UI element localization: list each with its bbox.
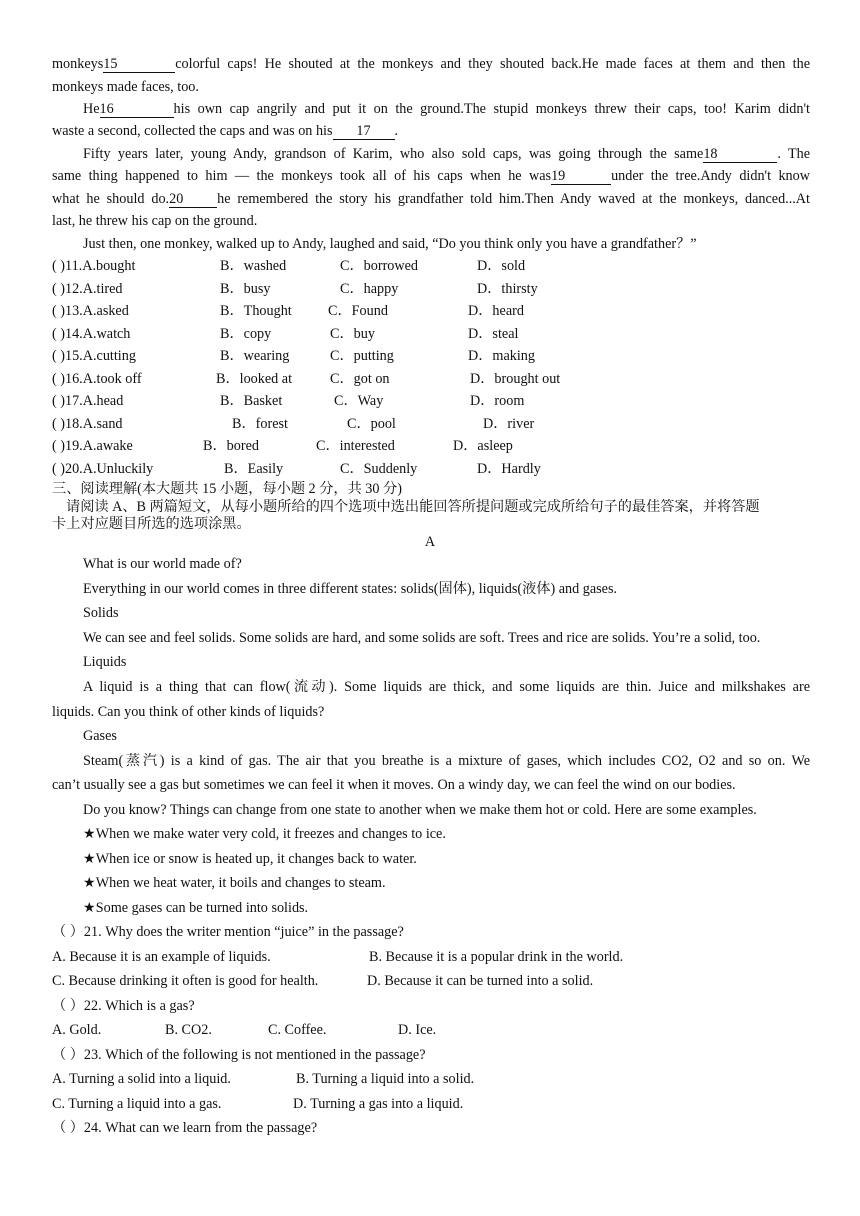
passage-line xyxy=(52,189,810,209)
option-d: D．room xyxy=(470,393,525,409)
option-d: D．making xyxy=(468,348,535,364)
section-instructions: 请阅读 A、B 两篇短文，从每小题所给的四个选项中选出能回答所提问题或完成所给句子的最佳答案，并将答题 xyxy=(66,499,760,515)
option-b: B．forest xyxy=(232,416,288,432)
answer-slot-18: ( )18.A.sand xyxy=(52,416,123,432)
passage-line: last, he threw his cap on the ground. xyxy=(52,213,258,229)
blank-16: 16 xyxy=(100,102,174,118)
option-d: D．heard xyxy=(468,303,524,319)
option-c: C．got on xyxy=(330,371,390,387)
option-d: D．brought out xyxy=(470,371,561,387)
passage-line: Just then, one monkey, walked up to Andy, laughed and said, “Do you think only you have a grandfather？” xyxy=(83,236,697,252)
passage-line xyxy=(52,54,810,74)
section-heading: 三、阅读理解(本大题共 15 小题，每小题 2 分，共 30 分) xyxy=(52,481,402,497)
option-c: C．Suddenly xyxy=(340,461,418,477)
passage-text: waste a second, collected the caps and was on his xyxy=(52,123,333,139)
option-d: D. Ice. xyxy=(398,1022,437,1038)
section-instructions-cont: 卡上对应题目所选的选项涂黑。 xyxy=(52,516,251,532)
passage-text: He xyxy=(83,101,100,117)
option-a: A. Gold. xyxy=(52,1022,102,1038)
answer-slot-12: ( )12.A.tired xyxy=(52,281,123,297)
passage-text: same thing happened to him — the monkeys took all of his caps when he was xyxy=(52,168,552,184)
blank-17: 17 xyxy=(333,124,395,140)
option-b: B．Easily xyxy=(224,461,284,477)
reading-paragraph: Steam(蒸汽) is a kind of gas. The air that you breathe is a mixture of gases, which includes CO2, O2 and so on. We xyxy=(83,753,810,769)
option-c: C．Found xyxy=(328,303,388,319)
question-22: （ ）22. Which is a gas? xyxy=(52,998,195,1014)
blank-15: 15 xyxy=(103,57,175,73)
passage-text: Fifty years later, young Andy, grandson of Karim, who also sold caps, was going through the same xyxy=(83,146,704,162)
answer-slot-14: ( )14.A.watch xyxy=(52,326,131,342)
example-item: ★When ice or snow is heated up, it changes back to water. xyxy=(83,851,417,867)
question-24: （ ）24. What can we learn from the passage? xyxy=(52,1120,318,1136)
option-b: B．Thought xyxy=(220,303,292,319)
passage-line: monkeys made faces, too. xyxy=(52,79,199,95)
passage-text: he remembered the story his grandfather told him.Then Andy waved at the monkeys, danced...At xyxy=(217,191,810,207)
option-d: D. Turning a gas into a liquid. xyxy=(293,1096,464,1112)
passage-text: his own cap angrily and put it on the ground.The stupid monkeys threw their caps, too! Karim didn't xyxy=(173,101,810,117)
option-b: B. CO2. xyxy=(165,1022,212,1038)
option-d: D. Because it can be turned into a solid. xyxy=(367,973,594,989)
option-d: D．Hardly xyxy=(477,461,541,477)
option-b: B．wearing xyxy=(220,348,290,364)
option-d: D．asleep xyxy=(453,438,513,454)
option-a: A. Turning a solid into a liquid. xyxy=(52,1071,231,1087)
option-c: C．putting xyxy=(330,348,394,364)
option-b: B. Turning a liquid into a solid. xyxy=(296,1071,475,1087)
passage-text: under the tree.Andy didn't know xyxy=(611,168,810,184)
reading-paragraph: We can see and feel solids. Some solids are hard, and some solids are soft. Trees and rice are solids. You’re a solid, too. xyxy=(83,630,761,646)
answer-slot-13: ( )13.A.asked xyxy=(52,303,129,319)
answer-slot-15: ( )15.A.cutting xyxy=(52,348,136,364)
question-21: （ ）21. Why does the writer mention “juice” in the passage? xyxy=(52,924,404,940)
passage-text: what he should do. xyxy=(52,191,170,207)
reading-subheading: Liquids xyxy=(83,654,127,670)
reading-subheading: Gases xyxy=(83,728,117,744)
option-c: C．borrowed xyxy=(340,258,419,274)
example-item: ★When we make water very cold, it freezes and changes to ice. xyxy=(83,826,446,842)
option-a: A. Because it is an example of liquids. xyxy=(52,949,271,965)
option-b: B．washed xyxy=(220,258,287,274)
passage-line xyxy=(83,144,810,164)
example-item: ★When we heat water, it boils and changes to steam. xyxy=(83,875,386,891)
passage-label: A xyxy=(424,534,436,550)
reading-paragraph-cont: liquids. Can you think of other kinds of liquids? xyxy=(52,704,325,720)
option-c: C．buy xyxy=(330,326,375,342)
answer-slot-17: ( )17.A.head xyxy=(52,393,124,409)
passage-text: colorful caps! He shouted at the monkeys and they shouted back.He made faces at them and then the xyxy=(175,56,810,72)
passage-line xyxy=(52,166,810,186)
answer-slot-19: ( )19.A.awake xyxy=(52,438,133,454)
blank-20: 20 xyxy=(169,192,217,208)
option-d: D．river xyxy=(483,416,535,432)
option-b: B．Basket xyxy=(220,393,283,409)
answer-slot-20: ( )20.A.Unluckily xyxy=(52,461,154,477)
blank-19: 19 xyxy=(551,169,611,185)
reading-paragraph: A liquid is a thing that can flow(流动). Some liquids are thick, and some liquids are thin. Juice and milkshakes are xyxy=(83,679,810,695)
passage-text: . The xyxy=(777,146,811,162)
option-b: B．looked at xyxy=(216,371,293,387)
reading-paragraph: Do you know? Things can change from one state to another when we make them hot or cold. Here are some examples. xyxy=(83,802,757,818)
option-c: C. Turning a liquid into a gas. xyxy=(52,1096,222,1112)
option-c: C. Coffee. xyxy=(268,1022,327,1038)
option-b: B. Because it is a popular drink in the world. xyxy=(369,949,624,965)
passage-text: . xyxy=(394,123,399,139)
passage-text: monkeys xyxy=(52,56,104,72)
option-c: C．happy xyxy=(340,281,399,297)
blank-18: 18 xyxy=(703,147,777,163)
passage-line xyxy=(83,99,810,119)
reading-paragraph: Everything in our world comes in three different states: solids(固体), liquids(液体) and gases. xyxy=(83,581,618,597)
passage-line xyxy=(52,121,810,141)
option-c: C．pool xyxy=(347,416,396,432)
option-c: C．interested xyxy=(316,438,395,454)
option-b: B．bored xyxy=(203,438,259,454)
reading-title: What is our world made of? xyxy=(83,556,242,572)
reading-paragraph-cont: can’t usually see a gas but sometimes we can feel it when it moves. On a windy day, we can feel the wind on our bodies. xyxy=(52,777,736,793)
option-b: B．busy xyxy=(220,281,271,297)
option-c: C. Because drinking it often is good for health. xyxy=(52,973,319,989)
answer-slot-11: ( )11.A.bought xyxy=(52,258,136,274)
option-c: C．Way xyxy=(334,393,384,409)
option-b: B．copy xyxy=(220,326,272,342)
option-d: D．thirsty xyxy=(477,281,538,297)
example-item: ★Some gases can be turned into solids. xyxy=(83,900,309,916)
answer-slot-16: ( )16.A.took off xyxy=(52,371,142,387)
reading-subheading: Solids xyxy=(83,605,119,621)
option-d: D．sold xyxy=(477,258,526,274)
option-d: D．steal xyxy=(468,326,519,342)
question-23: （ ）23. Which of the following is not mentioned in the passage? xyxy=(52,1047,426,1063)
